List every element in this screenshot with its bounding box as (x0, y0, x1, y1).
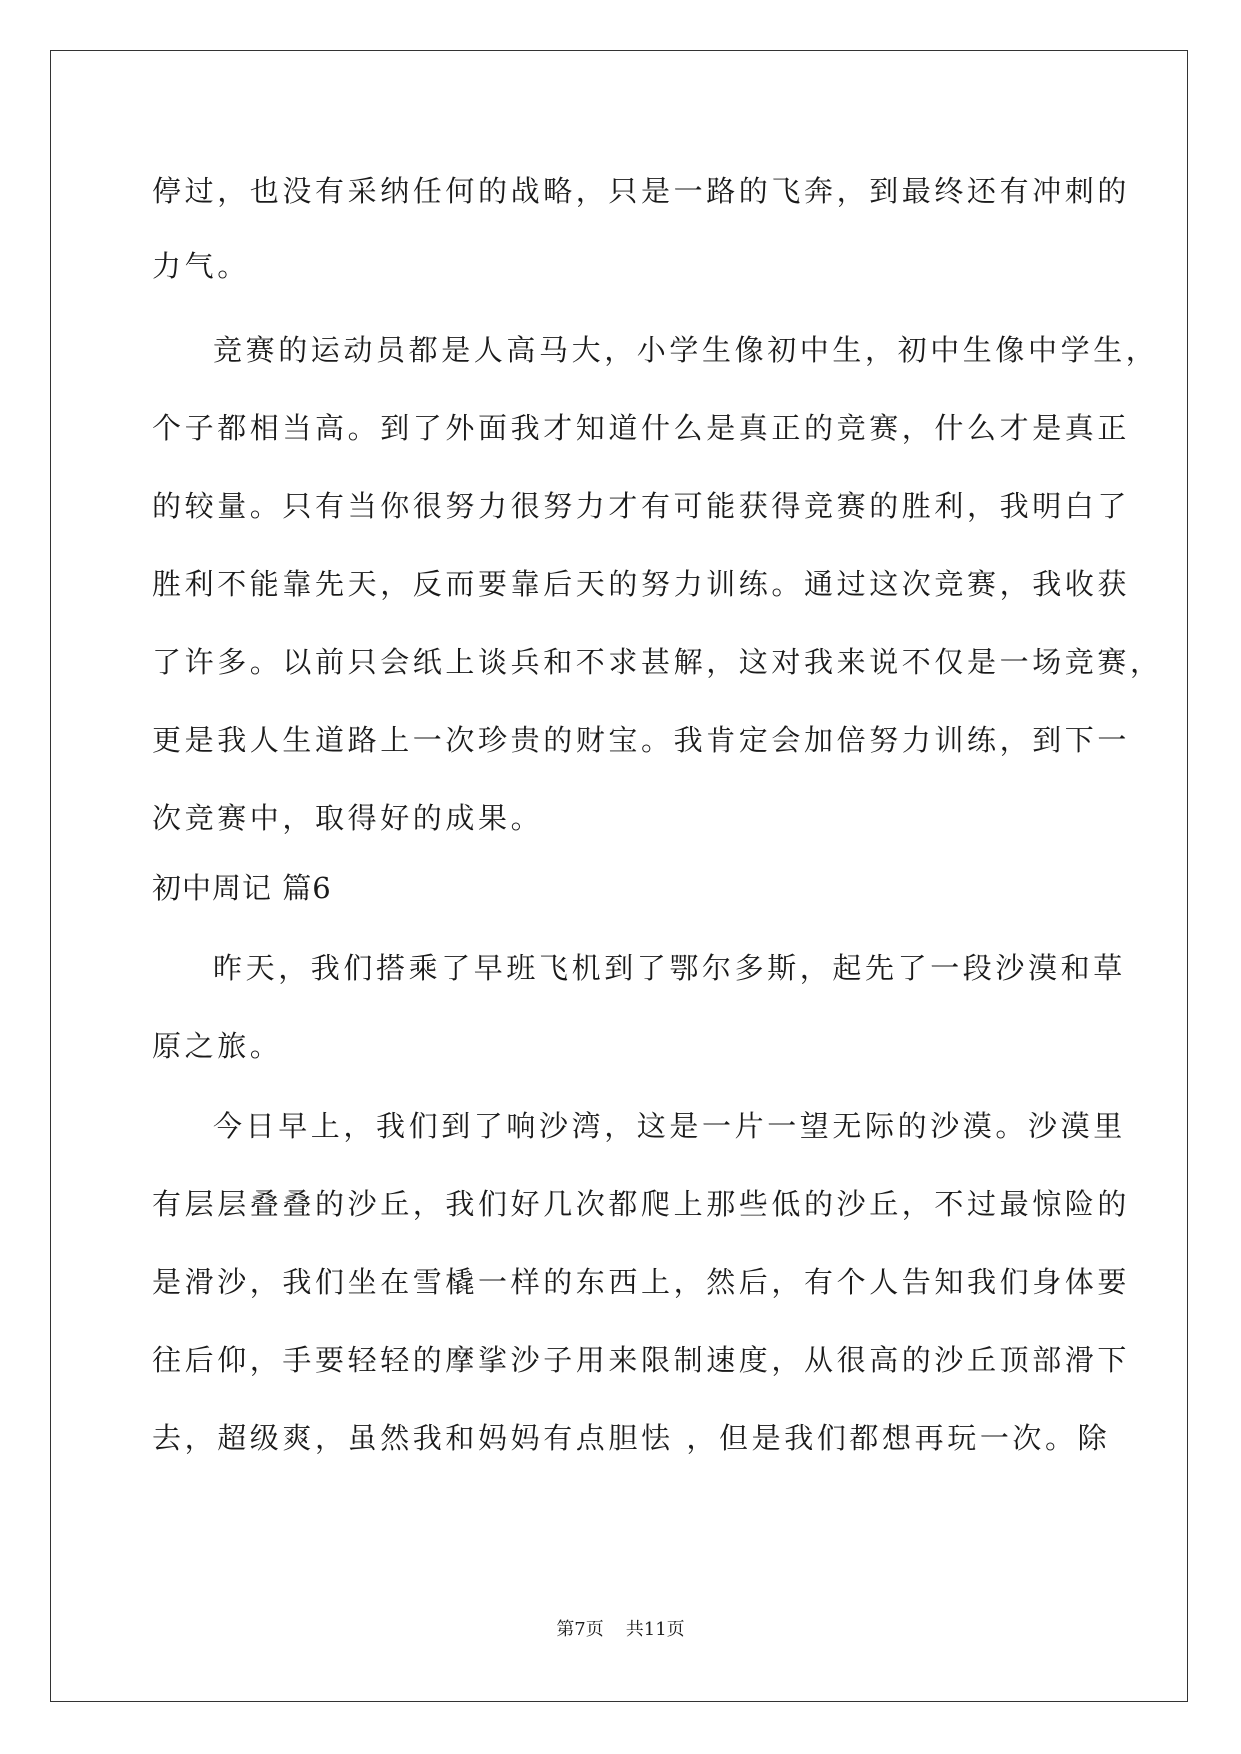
text-line: 停过，也没有采纳任何的战略，只是一路的飞奔，到最终还有冲刺的 (152, 174, 1131, 208)
paragraph-first-line: 昨天，我们搭乘了早班飞机到了鄂尔多斯，起先了一段沙漠和草 (213, 951, 1126, 985)
text-line: 了许多。以前只会纸上谈兵和不求甚解，这对我来说不仅是一场竞赛， (152, 645, 1163, 679)
text-line: 力气。 (152, 249, 250, 283)
page-number-total: 共11页 (625, 1619, 685, 1640)
text-line: 去，超级爽，虽然我和妈妈有点胆怯 ，但是我们都想再玩一次。除 (152, 1421, 1111, 1455)
text-line: 次竞赛中，取得好的成果。 (152, 801, 544, 835)
text-line: 是滑沙，我们坐在雪橇一样的东西上，然后，有个人告知我们身体要 (152, 1265, 1131, 1299)
page-number-current: 第7页 (556, 1619, 604, 1640)
text-line: 胜利不能靠先天，反而要靠后天的努力训练。通过这次竞赛，我收获 (152, 567, 1131, 601)
section-heading: 初中周记 篇6 (152, 871, 332, 905)
text-line: 更是我人生道路上一次珍贵的财宝。我肯定会加倍努力训练，到下一 (152, 723, 1131, 757)
page-footer (0, 1618, 1241, 1642)
text-line: 往后仰，手要轻轻的摩挲沙子用来限制速度，从很高的沙丘顶部滑下 (152, 1343, 1131, 1377)
text-line: 的较量。只有当你很努力很努力才有可能获得竞赛的胜利，我明白了 (152, 489, 1131, 523)
text-line: 原之旅。 (152, 1029, 283, 1063)
paragraph-first-line: 今日早上，我们到了响沙湾，这是一片一望无际的沙漠。沙漠里 (213, 1109, 1126, 1143)
paragraph-first-line: 竞赛的运动员都是人高马大，小学生像初中生，初中生像中学生， (213, 333, 1159, 367)
text-line: 有层层叠叠的沙丘，我们好几次都爬上那些低的沙丘，不过最惊险的 (152, 1187, 1131, 1221)
text-line: 个子都相当高。到了外面我才知道什么是真正的竞赛，什么才是真正 (152, 411, 1131, 445)
